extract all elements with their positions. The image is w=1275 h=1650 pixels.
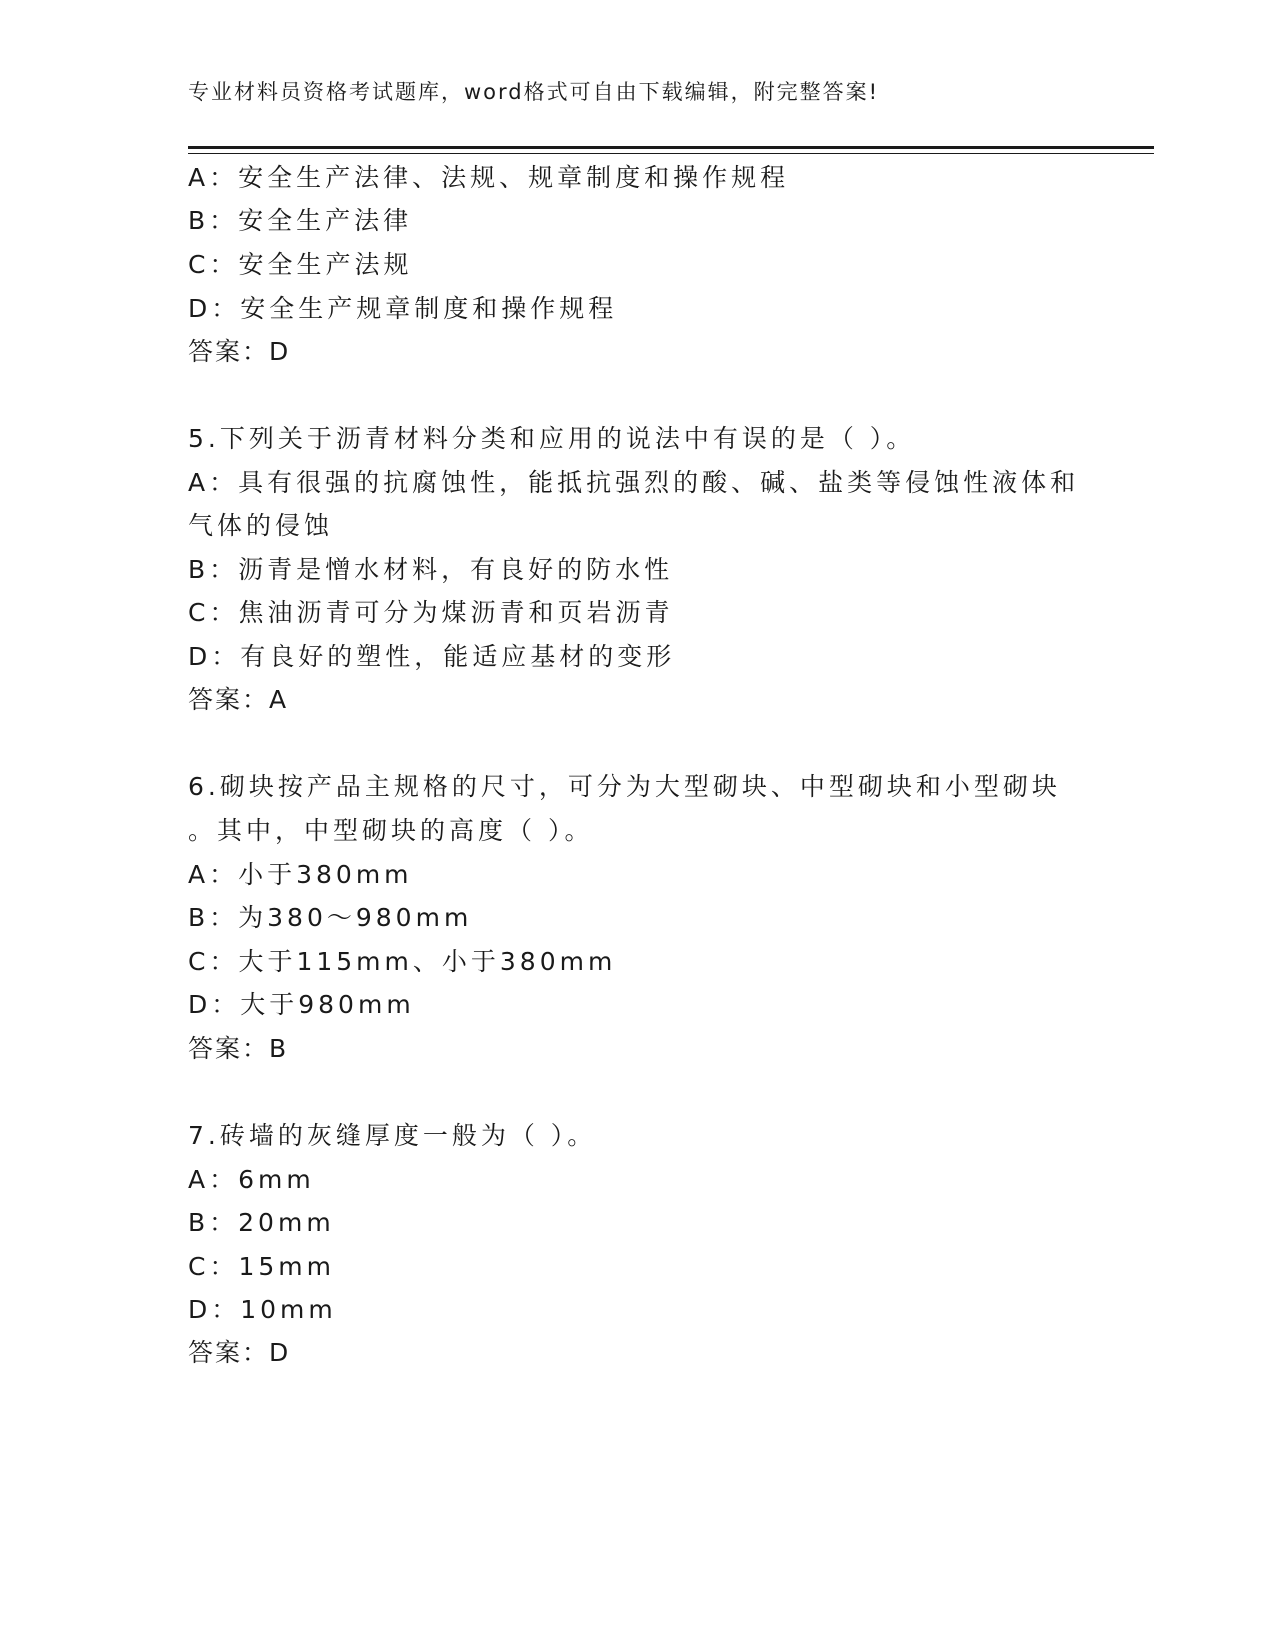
q7-option-b: B：20mm <box>188 1208 335 1237</box>
q4-option-d: D：安全生产规章制度和操作规程 <box>188 294 618 323</box>
q4-option-c: C：安全生产法规 <box>188 250 413 279</box>
q6-option-a: A：小于380mm <box>188 860 413 889</box>
q5-answer: 答案：A <box>188 685 289 714</box>
q7-stem: 7.砖墙的灰缝厚度一般为（ ）。 <box>188 1121 597 1150</box>
header-divider-thin <box>188 153 1154 154</box>
q7-option-a: A：6mm <box>188 1165 315 1194</box>
q4-option-b: B：安全生产法律 <box>188 206 413 235</box>
q5-option-d: D：有良好的塑性，能适应基材的变形 <box>188 642 676 671</box>
q5-stem: 5.下列关于沥青材料分类和应用的说法中有误的是（ ）。 <box>188 424 916 453</box>
header-divider-thick <box>188 146 1154 149</box>
q6-stem-line2: 。其中，中型砌块的高度（ ）。 <box>188 816 594 845</box>
q5-option-a-line2: 气体的侵蚀 <box>188 511 334 540</box>
q6-option-b: B：为380～980mm <box>188 903 473 932</box>
q7-option-d: D：10mm <box>188 1295 337 1324</box>
q5-option-b: B：沥青是憎水材料，有良好的防水性 <box>188 555 674 584</box>
q7-answer: 答案：D <box>188 1338 291 1367</box>
q5-option-a-line1: A：具有很强的抗腐蚀性，能抵抗强烈的酸、碱、盐类等侵蚀性液体和 <box>188 468 1080 497</box>
q6-answer: 答案：B <box>188 1034 289 1063</box>
q5-option-c: C：焦油沥青可分为煤沥青和页岩沥青 <box>188 598 674 627</box>
q4-option-a: A：安全生产法律、法规、规章制度和操作规程 <box>188 163 790 192</box>
q6-option-c: C：大于115mm、小于380mm <box>188 947 617 976</box>
q7-option-c: C：15mm <box>188 1252 335 1281</box>
q6-stem-line1: 6.砌块按产品主规格的尺寸，可分为大型砌块、中型砌块和小型砌块 <box>188 772 1061 801</box>
q6-option-d: D：大于980mm <box>188 990 415 1019</box>
page-header: 专业材料员资格考试题库，word格式可自由下载编辑，附完整答案! <box>188 80 880 104</box>
q4-answer: 答案：D <box>188 337 291 366</box>
